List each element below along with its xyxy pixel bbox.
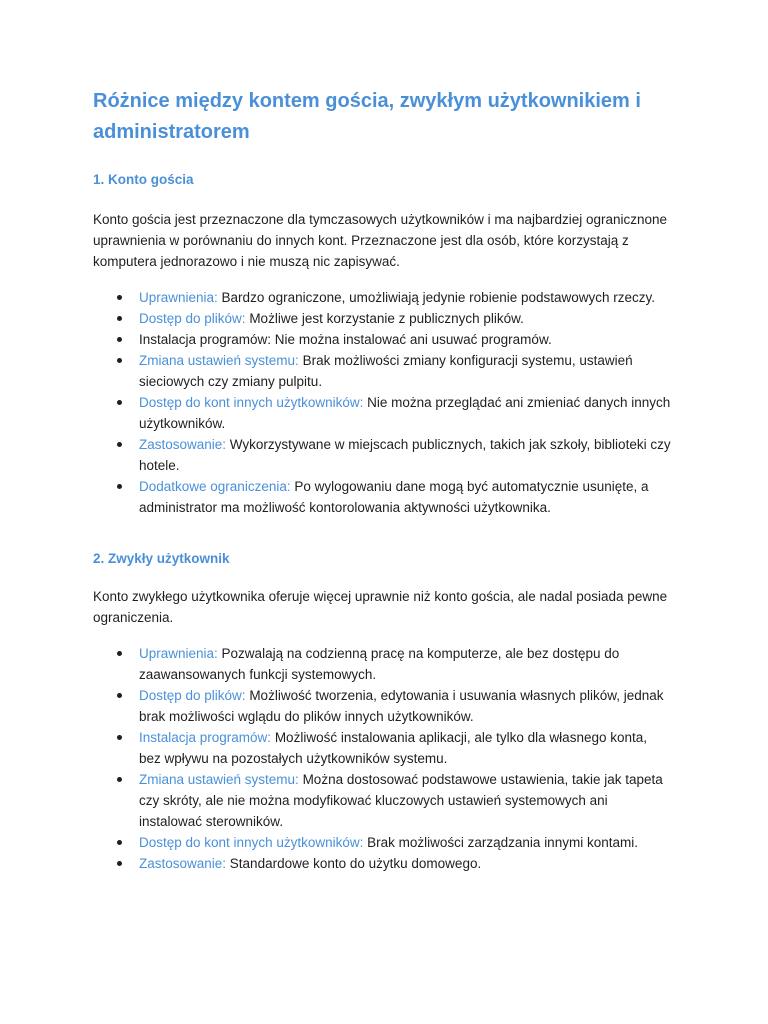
list-item: [139, 329, 672, 350]
bullet-icon: [117, 777, 122, 782]
list-item: [139, 832, 672, 853]
list-item: [139, 392, 672, 434]
list-item: [139, 853, 672, 874]
bullet-icon: [117, 735, 122, 740]
section-heading-regular-user: 2. Zwykły użytkownik: [93, 551, 230, 566]
item-term: Dostęp do plików:: [139, 311, 246, 326]
list-item: [139, 476, 672, 518]
list-item: [139, 350, 672, 392]
item-term: Zastosowanie:: [139, 856, 227, 871]
section-intro-guest: Konto gościa jest przeznaczone dla tymczasowych użytkowników i ma najbardziej ogranicznone uprawnienia w porównaniu do innych kont. Przeznaczone jest dla osób, które korzystają z komputera jednorazowo i nie muszą nic zapisywać.: [93, 212, 668, 269]
list-item: [139, 727, 672, 769]
item-text: Nie można przeglądać ani zmieniać danych innych użytkowników.: [139, 395, 671, 431]
bullet-icon: [117, 295, 122, 300]
item-term: Dostęp do kont innych użytkowników:: [139, 835, 364, 850]
item-term: Dodatkowe ograniczenia:: [139, 479, 291, 494]
item-term: Zmiana ustawień systemu:: [139, 772, 299, 787]
bullet-icon: [117, 840, 122, 845]
bullet-list-guest: [93, 287, 672, 518]
bullet-icon: [117, 400, 122, 405]
bullet-icon: [117, 337, 122, 342]
item-term: Zastosowanie:: [139, 437, 227, 452]
bullet-icon: [117, 358, 122, 363]
item-term: Uprawnienia:: [139, 646, 218, 661]
section-heading-guest: 1. Konto gościa: [93, 172, 194, 187]
item-text: Możliwość instalowania aplikacji, ale tylko dla własnego konta, bez wpływu na pozostałych użytkowników systemu.: [139, 730, 647, 766]
list-item: [139, 308, 672, 329]
bullet-list-regular-user: [93, 643, 672, 874]
item-term: Dostęp do kont innych użytkowników:: [139, 395, 364, 410]
item-text: Wykorzystywane w miejscach publicznych, takich jak szkoły, biblioteki czy hotele.: [139, 437, 671, 473]
item-text: Brak możliwości zmiany konfiguracji systemu, ustawień sieciowych czy zmiany pulpitu.: [139, 353, 633, 389]
item-text: Brak możliwości zarządzania innymi kontami.: [363, 835, 638, 850]
bullet-icon: [117, 861, 122, 866]
list-item: [139, 769, 672, 832]
list-item: [139, 434, 672, 476]
bullet-icon: [117, 316, 122, 321]
section-intro-regular-user: Konto zwykłego użytkownika oferuje więcej uprawnie niż konto gościa, ale nadal posiada pewne ograniczenia.: [93, 589, 668, 625]
list-item: [139, 287, 672, 308]
page-title: Różnice między kontem gościa, zwykłym użytkownikiem i administratorem: [93, 90, 641, 143]
list-item: [139, 685, 672, 727]
item-term: Instalacja programów:: [139, 730, 272, 745]
list-item: [139, 643, 672, 685]
item-text: Standardowe konto do użytku domowego.: [226, 856, 482, 871]
item-text: Możliwe jest korzystanie z publicznych plików.: [245, 311, 524, 326]
item-term: Zmiana ustawień systemu:: [139, 353, 299, 368]
item-term: Uprawnienia:: [139, 290, 218, 305]
item-text: Można dostosować podstawowe ustawienia, takie jak tapeta czy skróty, ale nie można modyfikować kluczowych ustawień systemowych ani instalować sterowników.: [139, 772, 663, 829]
item-text: Bardzo ograniczone, umożliwiają jedynie robienie podstawowych rzeczy.: [217, 290, 656, 305]
bullet-icon: [117, 651, 122, 656]
bullet-icon: [117, 693, 122, 698]
item-text: Możliwość tworzenia, edytowania i usuwania własnych plików, jednak brak możliwości wglądu do plików innych użytkowników.: [139, 688, 664, 724]
bullet-icon: [117, 442, 122, 447]
item-text: Instalacja programów: Nie można instalować ani usuwać programów.: [139, 332, 552, 347]
item-text: Po wylogowaniu dane mogą być automatycznie usunięte, a administrator ma możliwość kontorolowania aktywności użytkownika.: [139, 479, 649, 515]
bullet-icon: [117, 484, 122, 489]
item-text: Pozwalają na codzienną pracę na komputerze, ale bez dostępu do zaawansowanych funkcji systemowych.: [139, 646, 620, 682]
item-term: Dostęp do plików:: [139, 688, 246, 703]
